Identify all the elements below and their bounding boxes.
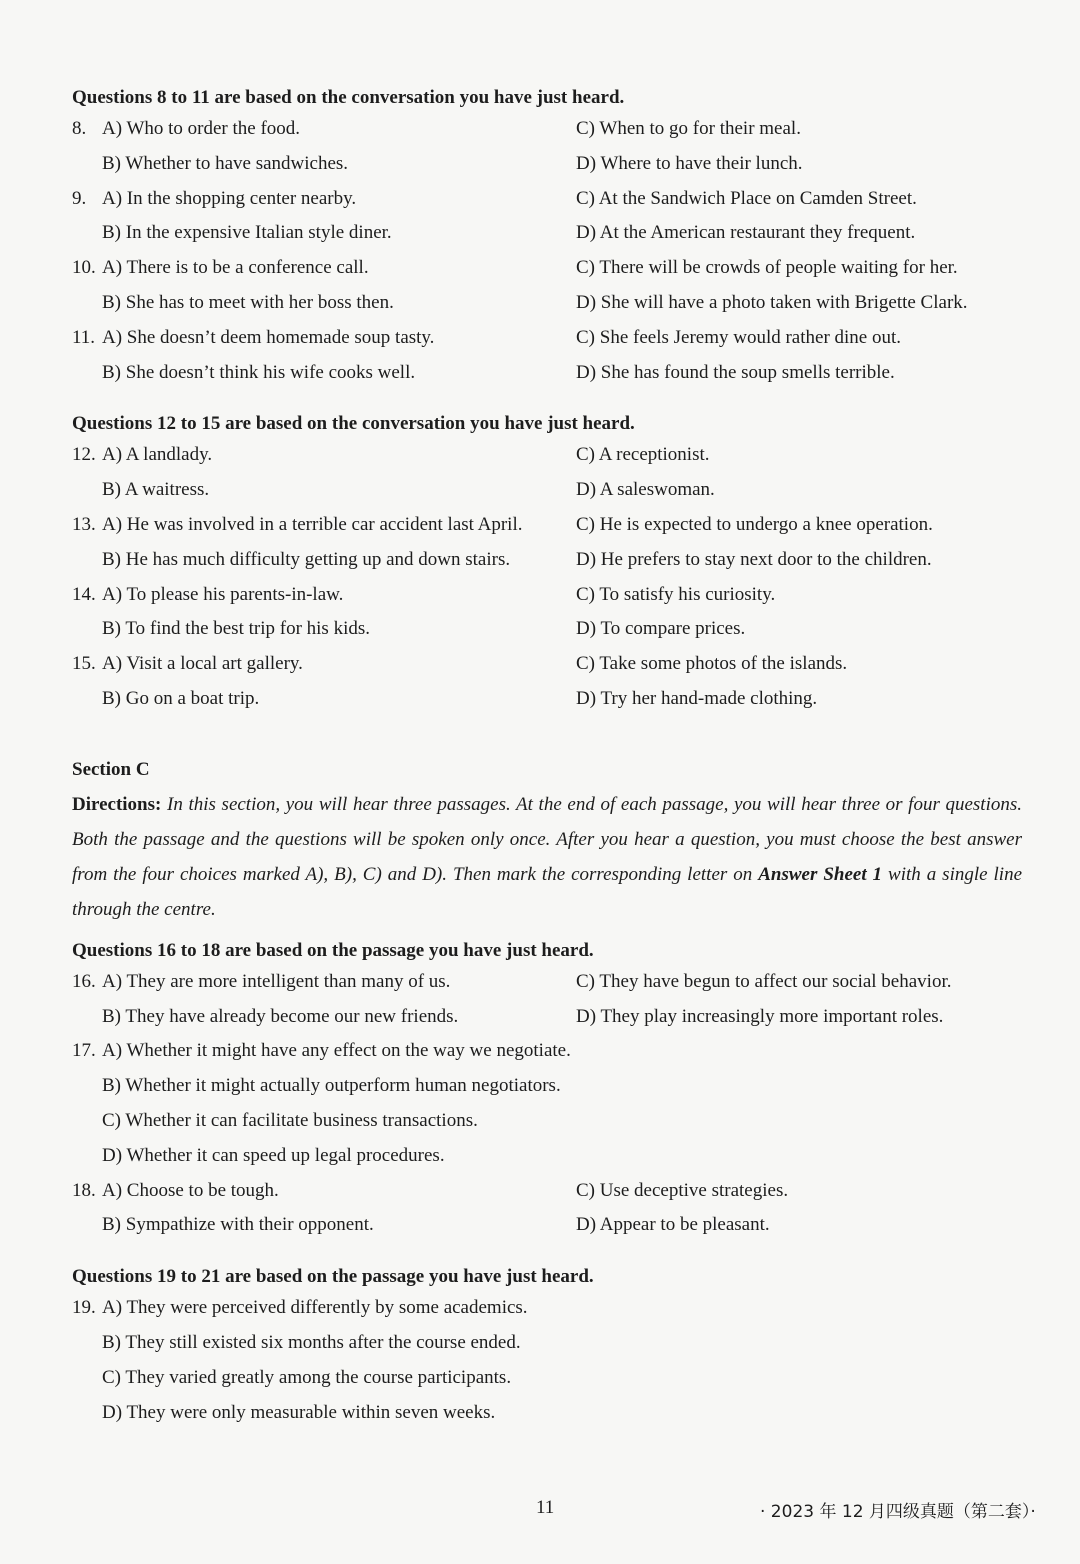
option-a: A) They were perceived differently by some academics.: [102, 1297, 528, 1319]
option-b: B) Go on a boat trip.: [102, 687, 260, 709]
directions-text: In this section, you will hear three passages. At the end of each passage, you will hear three or four questions. Both the passage and the questions will be spoken only once. After you hear a question, you must choose the best answer from the four choices marked A), B), C) and D). Then mark the corresponding letter on: [72, 793, 1022, 885]
option-b: B) She has to meet with her boss then.: [102, 291, 394, 313]
question-row: [72, 356, 1022, 391]
option-c: C) Whether it can facilitate business transactions.: [102, 1109, 478, 1131]
footer-title: · 2023 年 12 月四级真题（第二套）·: [760, 1502, 1036, 1522]
option-b: B) Sympathize with their opponent.: [102, 1214, 374, 1236]
question-row: [72, 1396, 1022, 1431]
directions: [72, 787, 1022, 927]
option-c: C) Take some photos of the islands.: [576, 653, 848, 675]
question-row: [72, 147, 1022, 182]
option-b: B) To find the best trip for his kids.: [102, 618, 370, 640]
option-d: D) Whether it can speed up legal procedures.: [102, 1144, 445, 1166]
question-row: [72, 1361, 1022, 1396]
option-a: A) To please his parents-in-law.: [102, 583, 344, 605]
option-a: A) In the shopping center nearby.: [102, 187, 357, 209]
question-row: [72, 1104, 1022, 1139]
question-row: [72, 1000, 1022, 1035]
question-row: [72, 647, 1022, 682]
question-row: [72, 251, 1022, 286]
option-c: C) She feels Jeremy would rather dine out.: [576, 326, 902, 348]
question-number: 12.: [72, 444, 96, 466]
option-a: A) Who to order the food.: [102, 118, 301, 139]
option-d: D) At the American restaurant they frequent.: [576, 222, 916, 244]
option-a: A) Choose to be tough.: [102, 1179, 279, 1201]
question-row: [72, 216, 1022, 251]
question-number: 18.: [72, 1179, 96, 1201]
question-number: 14.: [72, 583, 96, 605]
question-row: [72, 1069, 1022, 1104]
option-b: B) He has much difficulty getting up and down stairs.: [102, 548, 511, 570]
question-number: 13.: [72, 513, 96, 535]
answer-sheet-label: Answer Sheet 1: [758, 863, 883, 885]
question-row: [72, 1326, 1022, 1361]
option-a: A) Whether it might have any effect on the way we negotiate.: [102, 1040, 571, 1062]
option-a: A) She doesn’t deem homemade soup tasty.: [102, 326, 435, 348]
option-d: D) Where to have their lunch.: [576, 152, 803, 174]
question-row: [72, 1208, 1022, 1243]
question-row: [72, 543, 1022, 578]
option-d: D) He prefers to stay next door to the children.: [576, 548, 932, 570]
question-row: [72, 112, 1022, 147]
option-d: D) A saleswoman.: [576, 479, 715, 501]
option-d: D) She has found the soup smells terrible.: [576, 361, 895, 383]
question-number: 10.: [72, 257, 96, 279]
option-c: C) Use deceptive strategies.: [576, 1179, 789, 1201]
option-a: A) He was involved in a terrible car accident last April.: [102, 513, 523, 535]
question-row: [72, 182, 1022, 217]
option-c: C) A receptionist.: [576, 444, 710, 466]
option-d: D) They play increasingly more important roles.: [576, 1005, 944, 1027]
exam-page: [72, 82, 1022, 1430]
option-d: D) They were only measurable within seven weeks.: [102, 1401, 496, 1423]
page-number: 11: [536, 1497, 555, 1518]
option-c: C) At the Sandwich Place on Camden Street.: [576, 187, 917, 209]
section-title: Section C: [72, 758, 150, 780]
question-row: [72, 1174, 1022, 1209]
option-d: D) Appear to be pleasant.: [576, 1214, 770, 1236]
question-row: [72, 438, 1022, 473]
question-row: [72, 1291, 1022, 1326]
option-c: C) When to go for their meal.: [576, 118, 801, 139]
option-b: B) In the expensive Italian style diner.: [102, 222, 392, 244]
question-number: 19.: [72, 1297, 96, 1319]
question-number: 9.: [72, 187, 87, 209]
option-b: B) She doesn’t think his wife cooks well.: [102, 361, 416, 383]
option-a: A) They are more intelligent than many of us.: [102, 970, 451, 992]
option-a: A) Visit a local art gallery.: [102, 653, 303, 675]
group-heading: Questions 19 to 21 are based on the passage you have just heard.: [72, 1266, 594, 1288]
question-row: [72, 682, 1022, 717]
question-number: 17.: [72, 1040, 96, 1062]
option-d: D) She will have a photo taken with Brigette Clark.: [576, 291, 968, 313]
directions-text-end: with a single line through the centre.: [72, 863, 1023, 920]
question-number: 8.: [72, 118, 87, 139]
directions-label: Directions:: [72, 793, 162, 815]
group-heading: Questions 16 to 18 are based on the passage you have just heard.: [72, 939, 594, 961]
option-d: D) Try her hand-made clothing.: [576, 687, 818, 709]
question-row: [72, 508, 1022, 543]
option-d: D) To compare prices.: [576, 618, 746, 640]
question-number: 11.: [72, 326, 96, 348]
option-c: C) There will be crowds of people waiting for her.: [576, 257, 958, 279]
question-number: 16.: [72, 970, 96, 992]
question-row: [72, 321, 1022, 356]
question-row: [72, 1139, 1022, 1174]
group-heading: Questions 8 to 11 are based on the conversation you have just heard.: [72, 87, 625, 108]
option-c: C) He is expected to undergo a knee operation.: [576, 513, 933, 535]
question-row: [72, 286, 1022, 321]
option-b: B) A waitress.: [102, 479, 210, 501]
option-c: C) They have begun to affect our social behavior.: [576, 970, 952, 992]
option-a: A) There is to be a conference call.: [102, 257, 369, 279]
option-a: A) A landlady.: [102, 444, 213, 466]
option-b: B) Whether to have sandwiches.: [102, 152, 349, 174]
question-row: [72, 578, 1022, 613]
option-b: B) They still existed six months after the course ended.: [102, 1331, 521, 1353]
option-b: B) They have already become our new friends.: [102, 1005, 459, 1027]
group-heading: Questions 12 to 15 are based on the conversation you have just heard.: [72, 413, 635, 435]
option-c: C) They varied greatly among the course participants.: [102, 1366, 512, 1388]
question-row: [72, 1034, 1022, 1069]
option-b: B) Whether it might actually outperform human negotiators.: [102, 1075, 561, 1097]
question-row: [72, 473, 1022, 508]
question-row: [72, 612, 1022, 647]
option-c: C) To satisfy his curiosity.: [576, 583, 776, 605]
question-number: 15.: [72, 653, 96, 675]
question-row: [72, 965, 1022, 1000]
